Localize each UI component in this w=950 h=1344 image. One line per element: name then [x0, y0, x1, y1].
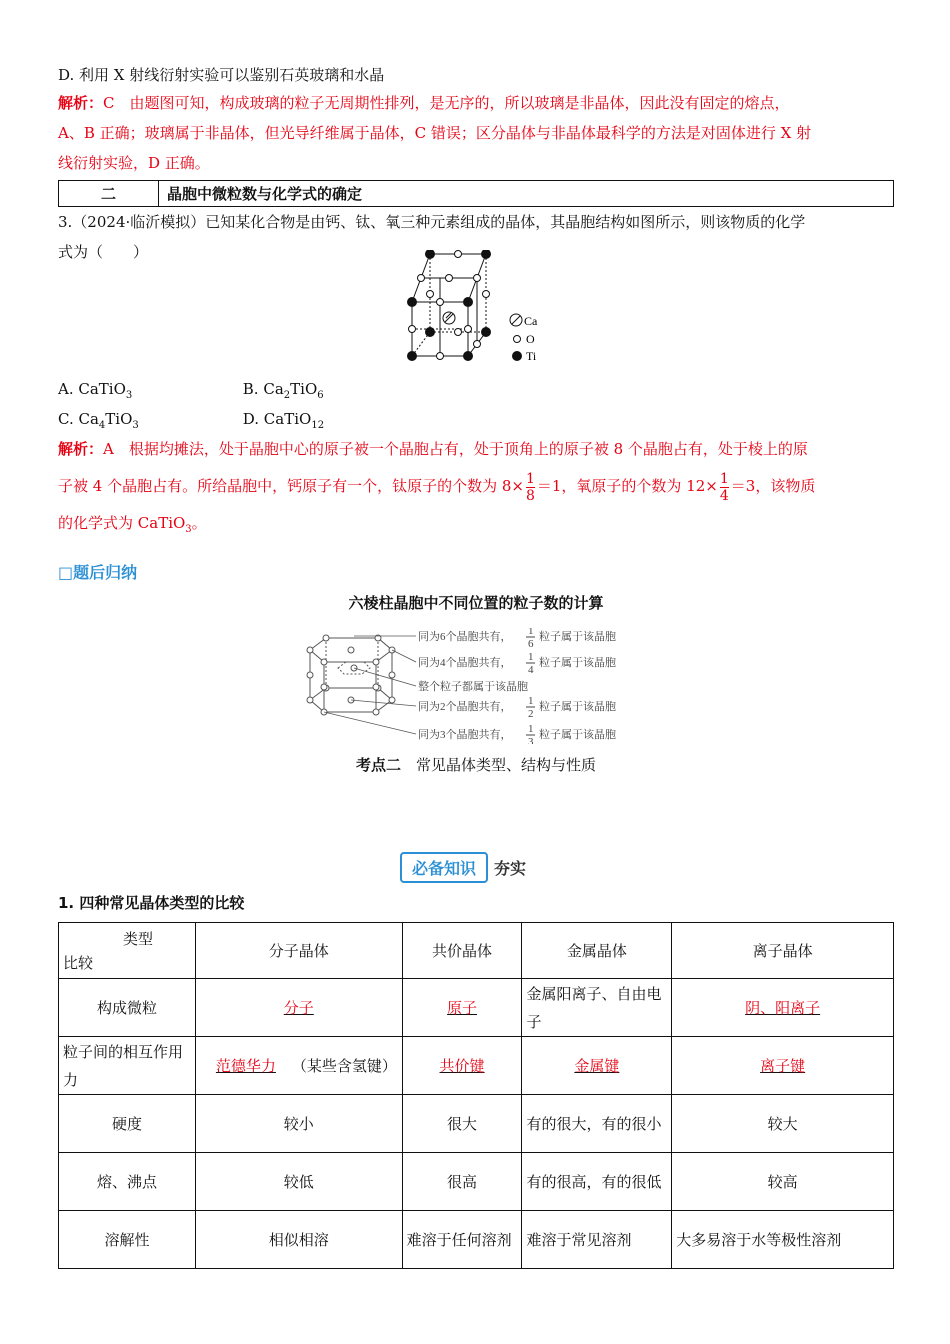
summary-heading: □题后归纳 [58, 563, 138, 582]
legend-o: O [526, 332, 535, 346]
svg-text:6: 6 [528, 638, 534, 650]
option-d: D. CaTiO$_{12}$ [242, 410, 325, 431]
table-corner: 类型 比较 [59, 923, 196, 979]
svg-text:4: 4 [528, 664, 534, 676]
topic-heading: 考点二 常见晶体类型、结构与性质 [355, 756, 597, 774]
section-title: 晶胞中微粒数与化学式的确定 [159, 181, 894, 207]
crystal-cell-figure [350, 250, 550, 370]
svg-text:粒子属于该晶胞: 粒子属于该晶胞 [539, 631, 616, 643]
svg-text:粒子属于该晶胞: 粒子属于该晶胞 [539, 657, 616, 669]
summary-figure-title: 六棱柱晶胞中不同位置的粒子数的计算 [348, 594, 604, 612]
crystal-comparison-table [58, 922, 894, 1269]
legend [510, 314, 522, 361]
table-row: 硬度 较小 很大 有的很大，有的很小 较大 [59, 1095, 894, 1153]
q3-stem-line1: 3.（2024·临沂模拟）已知某化合物是由钙、钛、氧三种元素组成的晶体，其晶胞结构如图所示，则该物质的化学 [58, 213, 806, 231]
svg-text:粒子属于该晶胞: 粒子属于该晶胞 [539, 701, 616, 713]
q3-stem-line2: 式为（ ） [58, 243, 149, 261]
option-a: A. CaTiO$_3$ [58, 380, 133, 401]
q2-analysis-line3: 线衍射实验，D 正确。 [58, 154, 210, 172]
svg-text:3: 3 [528, 736, 534, 744]
table-row: 构成微粒 分子 原子 金属阳离子、自由电子 阴、阳离子 [59, 979, 894, 1037]
note-4: 同为4个晶胞共有， [418, 657, 512, 669]
note-3: 同为3个晶胞共有， [418, 729, 512, 741]
svg-text:1: 1 [528, 695, 534, 707]
knowledge-heading: 1. 四种常见晶体类型的比较 [58, 894, 245, 912]
svg-text:2: 2 [528, 708, 534, 720]
svg-text:1: 1 [528, 723, 534, 735]
q3-options [58, 374, 894, 538]
q2-analysis-line2: A、B 正确；玻璃属于非晶体，但光导纤维属于晶体，C 错误；区分晶体与非晶体最科学的方法是对固体进行 X 射 [58, 124, 812, 142]
knowledge-badge: 必备知识 夯实 [400, 852, 526, 883]
section-number: 二 [59, 181, 159, 207]
option-b: B. $Ca_2TiO_6$ [242, 380, 324, 401]
col-header: 共价晶体 [402, 923, 522, 979]
table-row: 熔、沸点 较低 很高 有的很高，有的很低 较高 [59, 1153, 894, 1211]
page-content [58, 60, 894, 267]
q2-analysis-line1: 解析：C 由题图可知，构成玻璃的粒子无周期性排列，是无序的，所以玻璃是非晶体，因此没有固定的熔点， [58, 94, 790, 112]
legend-ca: Ca [524, 314, 538, 328]
svg-text:1: 1 [528, 651, 534, 663]
legend-ti: Ti [526, 349, 537, 363]
option-c: C. $Ca_4TiO_3$ [58, 410, 139, 431]
note-2: 同为2个晶胞共有， [418, 701, 512, 713]
col-header: 金属晶体 [522, 923, 672, 979]
analysis-label: 解析： [58, 94, 104, 112]
table-row: 溶解性 相似相溶 难溶于任何溶剂 难溶于常见溶剂 大多易溶于水等极性溶剂 [59, 1211, 894, 1269]
hexagonal-prism-figure [250, 628, 650, 744]
q3-analysis: 解析：A 根据均摊法，处于晶胞中心的原子被一个晶胞占有，处于顶角上的原子被 8 个晶胞占有，处于棱上的原 子被 4 个晶胞占有。所给晶胞中，钙原子有一个，钛原子的个数为 8× $\frac{1}{8}$ ＝1，氧原子的个数为 12× $\frac{1}{4}$ ＝3，该物质 的化学式为 CaTiO$_3$。 [58, 440, 816, 535]
col-header: 离子晶体 [672, 923, 894, 979]
svg-text:粒子属于该晶胞: 粒子属于该晶胞 [539, 729, 616, 741]
table-row: 粒子间的相互作用力 范德华力 （某些含氢键） 共价键 金属键 离子键 [59, 1037, 894, 1095]
section-header [58, 180, 894, 207]
note-6: 同为6个晶胞共有， [418, 631, 512, 643]
q2-option-d: D. 利用 X 射线衍射实验可以鉴别石英玻璃和水晶 [58, 66, 385, 84]
col-header: 分子晶体 [195, 923, 402, 979]
svg-text:1: 1 [528, 628, 534, 637]
note-1: 整个粒子都属于该晶胞 [418, 681, 528, 693]
